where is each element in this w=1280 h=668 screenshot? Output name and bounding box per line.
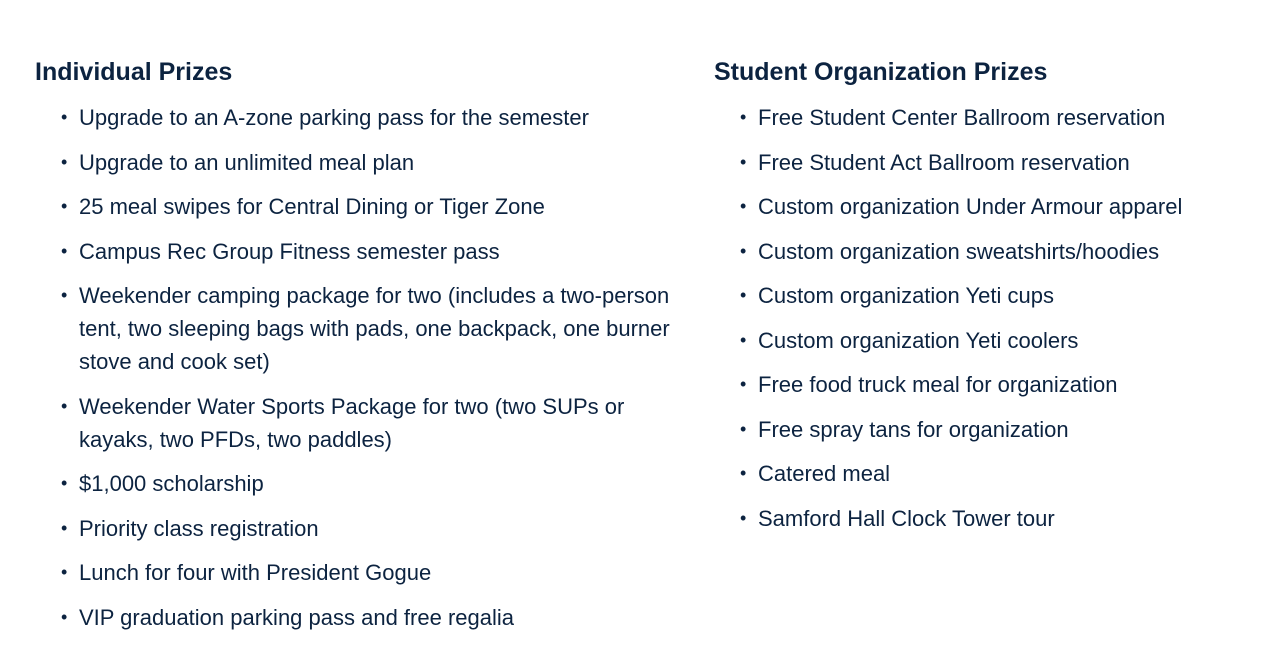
list-item: [61, 467, 685, 500]
list-item: [61, 279, 685, 378]
list-item: [740, 146, 1254, 179]
bullet-icon: •: [61, 151, 68, 172]
list-item-text: Lunch for four with President Gogue: [79, 560, 432, 585]
list-item: [740, 279, 1254, 312]
list-item: [740, 190, 1254, 223]
bullet-icon: •: [740, 151, 747, 172]
list-item: [61, 190, 685, 223]
individual-prizes-section: [35, 56, 685, 645]
bullet-icon: •: [740, 285, 747, 305]
list-item-text: VIP graduation parking pass and free regalia: [79, 604, 514, 630]
bullet-icon: •: [740, 418, 747, 439]
list-item-text: Weekender camping package for two (includes a two-person tent, two sleeping bags with pads, one backpack, one burner stove and cook set): [79, 283, 670, 374]
bullet-icon: •: [61, 240, 68, 261]
list-item-text: Free food truck meal for organization: [758, 372, 1118, 397]
list-item: [61, 512, 685, 545]
list-item-text: Upgrade to an A-zone parking pass for the semester: [79, 105, 589, 130]
list-item-text: 25 meal swipes for Central Dining or Tiger Zone: [79, 194, 545, 219]
bullet-icon: •: [740, 463, 747, 483]
individual-prizes-list: [35, 101, 685, 634]
list-item: [740, 502, 1254, 535]
list-item: [61, 556, 685, 589]
list-item: [61, 601, 685, 634]
bullet-icon: •: [740, 507, 747, 528]
list-item-text: Custom organization Yeti coolers: [758, 327, 1079, 353]
organization-prizes-list: [714, 101, 1254, 535]
list-item: [61, 390, 685, 456]
list-item-text: Upgrade to an unlimited meal plan: [79, 149, 415, 175]
list-item-text: Samford Hall Clock Tower tour: [758, 505, 1055, 531]
list-item: [740, 101, 1254, 134]
list-item: [61, 101, 685, 134]
list-item: [61, 235, 685, 268]
list-item-text: Priority class registration: [79, 515, 319, 541]
bullet-icon: •: [61, 473, 68, 493]
bullet-icon: •: [740, 107, 747, 127]
list-item: [740, 457, 1254, 490]
list-item-text: $1,000 scholarship: [79, 471, 264, 496]
bullet-icon: •: [740, 240, 747, 261]
list-item-text: Custom organization Under Armour apparel: [758, 194, 1183, 219]
bullet-icon: •: [61, 517, 68, 538]
list-item-text: Campus Rec Group Fitness semester pass: [79, 238, 500, 264]
organization-prizes-title: Student Organization Prizes: [714, 58, 1048, 86]
list-item-text: Custom organization Yeti cups: [758, 283, 1054, 308]
list-item-text: Catered meal: [758, 461, 891, 486]
list-item-text: Free Student Center Ballroom reservation: [758, 105, 1166, 130]
bullet-icon: •: [61, 395, 68, 416]
bullet-icon: •: [61, 107, 68, 127]
individual-prizes-title: Individual Prizes: [35, 58, 233, 86]
list-item-text: Custom organization sweatshirts/hoodies: [758, 238, 1160, 264]
list-item: [61, 146, 685, 179]
bullet-icon: •: [61, 562, 68, 582]
bullet-icon: •: [61, 196, 68, 216]
organization-prizes-section: [714, 56, 1254, 546]
list-item: [740, 368, 1254, 401]
list-item: [740, 235, 1254, 268]
list-item: [740, 324, 1254, 357]
list-item-text: Free spray tans for organization: [758, 416, 1069, 442]
bullet-icon: •: [740, 374, 747, 394]
list-item-text: Free Student Act Ballroom reservation: [758, 149, 1130, 175]
bullet-icon: •: [61, 285, 68, 305]
bullet-icon: •: [740, 196, 747, 216]
bullet-icon: •: [61, 606, 68, 627]
list-item: [740, 413, 1254, 446]
list-item-text: Weekender Water Sports Package for two (two SUPs or kayaks, two PFDs, two paddles): [79, 393, 625, 452]
bullet-icon: •: [740, 329, 747, 350]
